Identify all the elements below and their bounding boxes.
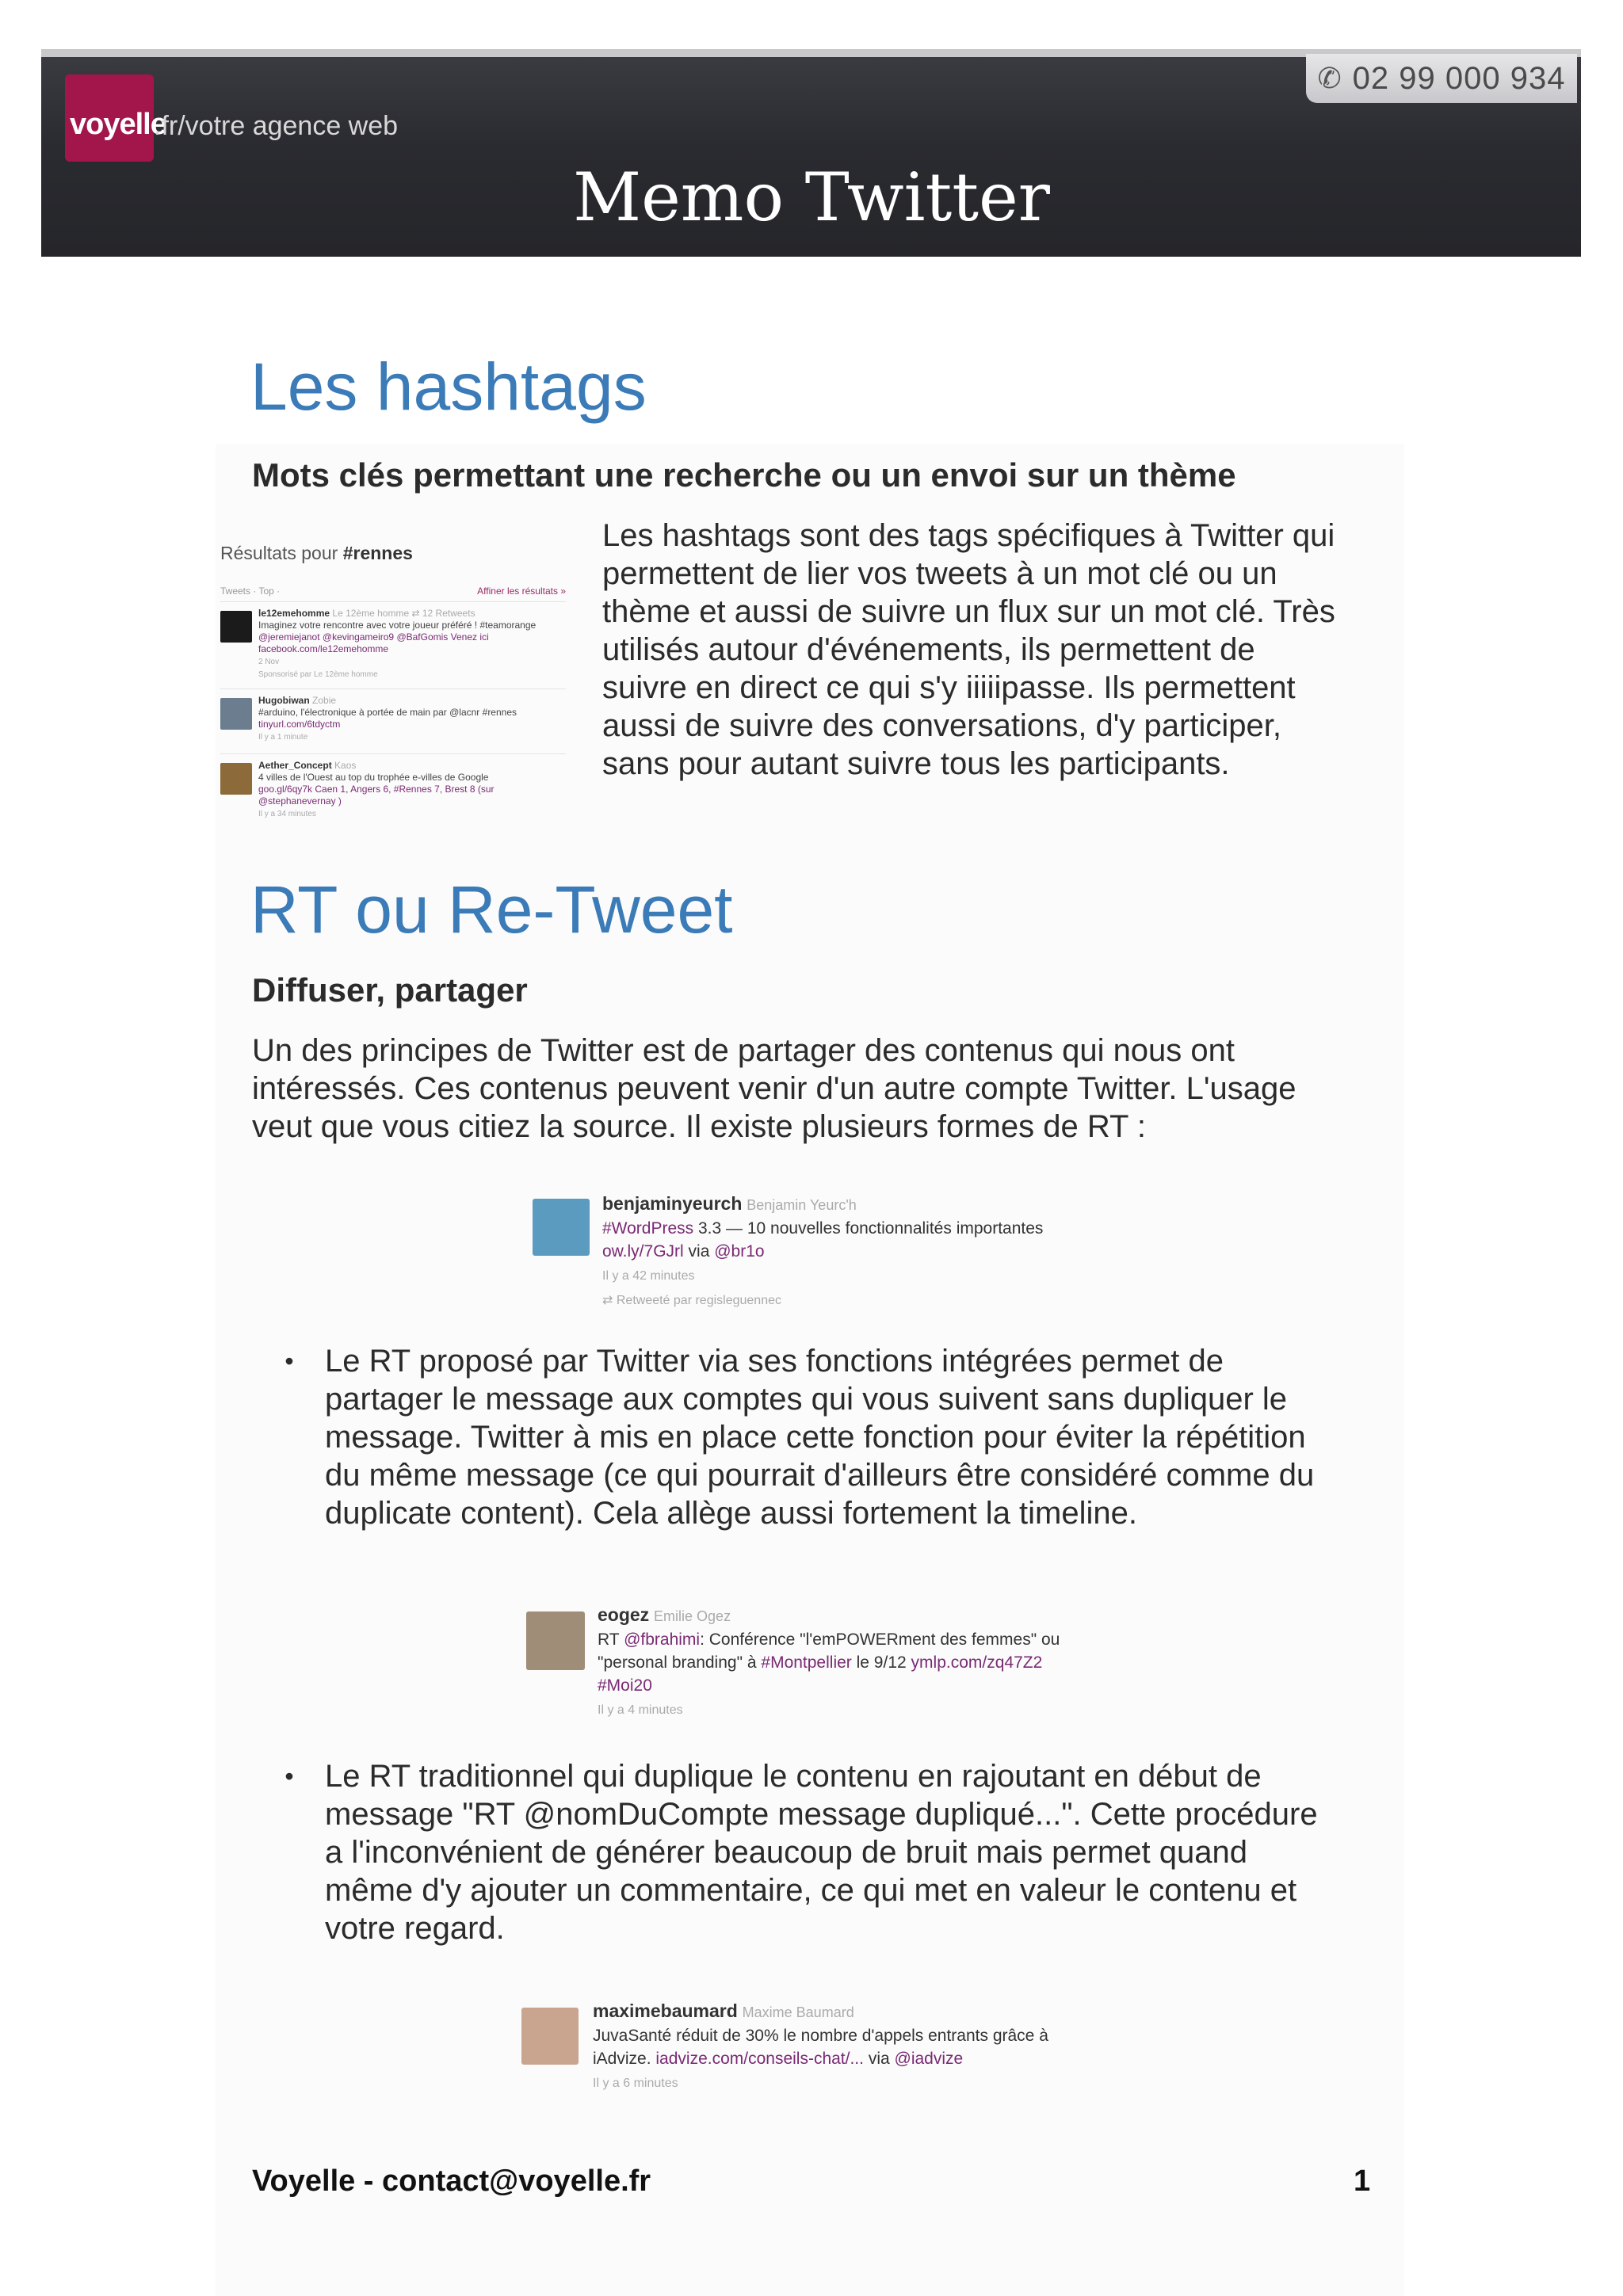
- avatar: [220, 763, 252, 795]
- divider: [220, 601, 566, 602]
- document-title: Memo Twitter: [573, 158, 1050, 236]
- logo-tagline: .fr/votre agence web: [154, 111, 399, 141]
- section-title-retweet: RT ou Re-Tweet: [250, 872, 733, 947]
- phone-tab[interactable]: [1306, 54, 1577, 103]
- bullet-native-rt: • Le RT proposé par Twitter via ses fonctions intégrées permet de partager le message aux comptes qui vous suivent sans dupliquer le message. Twitter à mis en place cette fonction pour éviter la répétition du même message (ce qui pourrait d'ailleurs être considéré comme du duplicate content). Cela allège aussi fortement la timeline.: [254, 1342, 1314, 1532]
- page-number: 1: [1354, 2164, 1371, 2198]
- phone-icon: ✆: [1317, 62, 1342, 94]
- avatar: [526, 1611, 585, 1670]
- retweet-intro: Un des principes de Twitter est de partager des contenus qui nous ont intéressés. Ces contenus peuvent venir d'un autre compte Twitter. L'usage veut que vous citiez la source. Il existe plusieurs formes de RT :: [252, 1033, 1296, 1144]
- phone-number: 02 99 000 934: [1352, 60, 1566, 96]
- avatar: [521, 2008, 579, 2065]
- section-title-hashtags: Les hashtags: [250, 349, 647, 424]
- avatar: [220, 698, 252, 730]
- search-results-title: Résultats pour #rennes: [220, 543, 413, 563]
- footer-contact: Voyelle - contact@voyelle.fr: [252, 2164, 651, 2198]
- bullet-marker: •: [285, 1347, 294, 1375]
- search-tabs: Tweets · Top · Affiner les résultats »: [220, 585, 566, 597]
- tweet-example-traditional-rt: eogez Emilie Ogez RT @fbrahimi: Conférence "l'emPOWERment des femmes" ou "personal branding" à #Montpellier le 9/12 ymlp.com/zq47Z2 #Moi20 Il y a 4 minutes: [525, 1604, 1095, 1722]
- avatar: [220, 611, 252, 643]
- tweet-example-native-rt: benjaminyeurch Benjamin Yeurc'h #WordPress 3.3 — 10 nouvelles fonctionnalités importantes ow.ly/7GJrl via @br1o Il y a 42 minutes ⇄ Retweeté par regisleguennec: [529, 1192, 1084, 1303]
- logo-word: voyelle: [70, 108, 166, 141]
- hashtags-description: Les hashtags sont des tags spécifiques à Twitter qui permettent de lier vos tweets à un mot clé ou un thème et aussi de suivre un flux sur un mot clé. Très utilisés autour d'événements, ils permettent de suivre en direct ce qui s'y iiiiipasse. Ils permettent aussi de suivre des conversations, d'y participer, sans pour autant suivre tous les participants.: [602, 518, 1335, 781]
- search-results-screenshot: Résultats pour #rennes Tweets · Top · Affiner les résultats » le12emehomme Le 12ème homme ⇄ 12 Retweets Imaginez votre rencontre avec votre joueur préféré ! #teamorange @jeremiejanot @kevingameiro9 @BafGomis Venez ici facebook.com/le12emehomme 2 Nov Sponsorisé par Le 12ème homme Hugobiwan Zobie #arduino, l'électronique à portée de main par @lacnr #rennes tinyurl.com/6tdyctm Il y a 1 minute Aether_Concept Kaos 4 villes de l'Ouest au top du trophée e-villes de Google goo.gl/6qy7k Caen 1, Angers 6, #Rennes 7, Brest 8 (sur @stephanevernay ) Il y a 34 minutes: [220, 543, 566, 818]
- retweet-icon: ⇄: [602, 1294, 613, 1307]
- divider: [220, 753, 566, 754]
- tweet-example-via: maximebaumard Maxime Baumard JuvaSanté réduit de 30% le nombre d'appels entrants grâce à iAdvize. iadvize.com/conseils-chat/... via @iadvize Il y a 6 minutes: [520, 2000, 1106, 2095]
- avatar: [533, 1199, 590, 1256]
- bullet-traditional-rt: • Le RT traditionnel qui duplique le contenu en rajoutant en début de message "RT @nomDuCompte message dupliqué...". Cette procédure a l'inconvénient de générer beaucoup de bruit mais permet quand même d'y ajouter un commentaire, ce qui met en valeur le contenu et votre regard.: [254, 1757, 1318, 1947]
- section-subtitle-hashtags: Mots clés permettant une recherche ou un envoi sur un thème: [252, 456, 1236, 494]
- bullet-marker: •: [285, 1762, 294, 1791]
- divider: [220, 688, 566, 689]
- section-subtitle-retweet: Diffuser, partager: [252, 971, 528, 1009]
